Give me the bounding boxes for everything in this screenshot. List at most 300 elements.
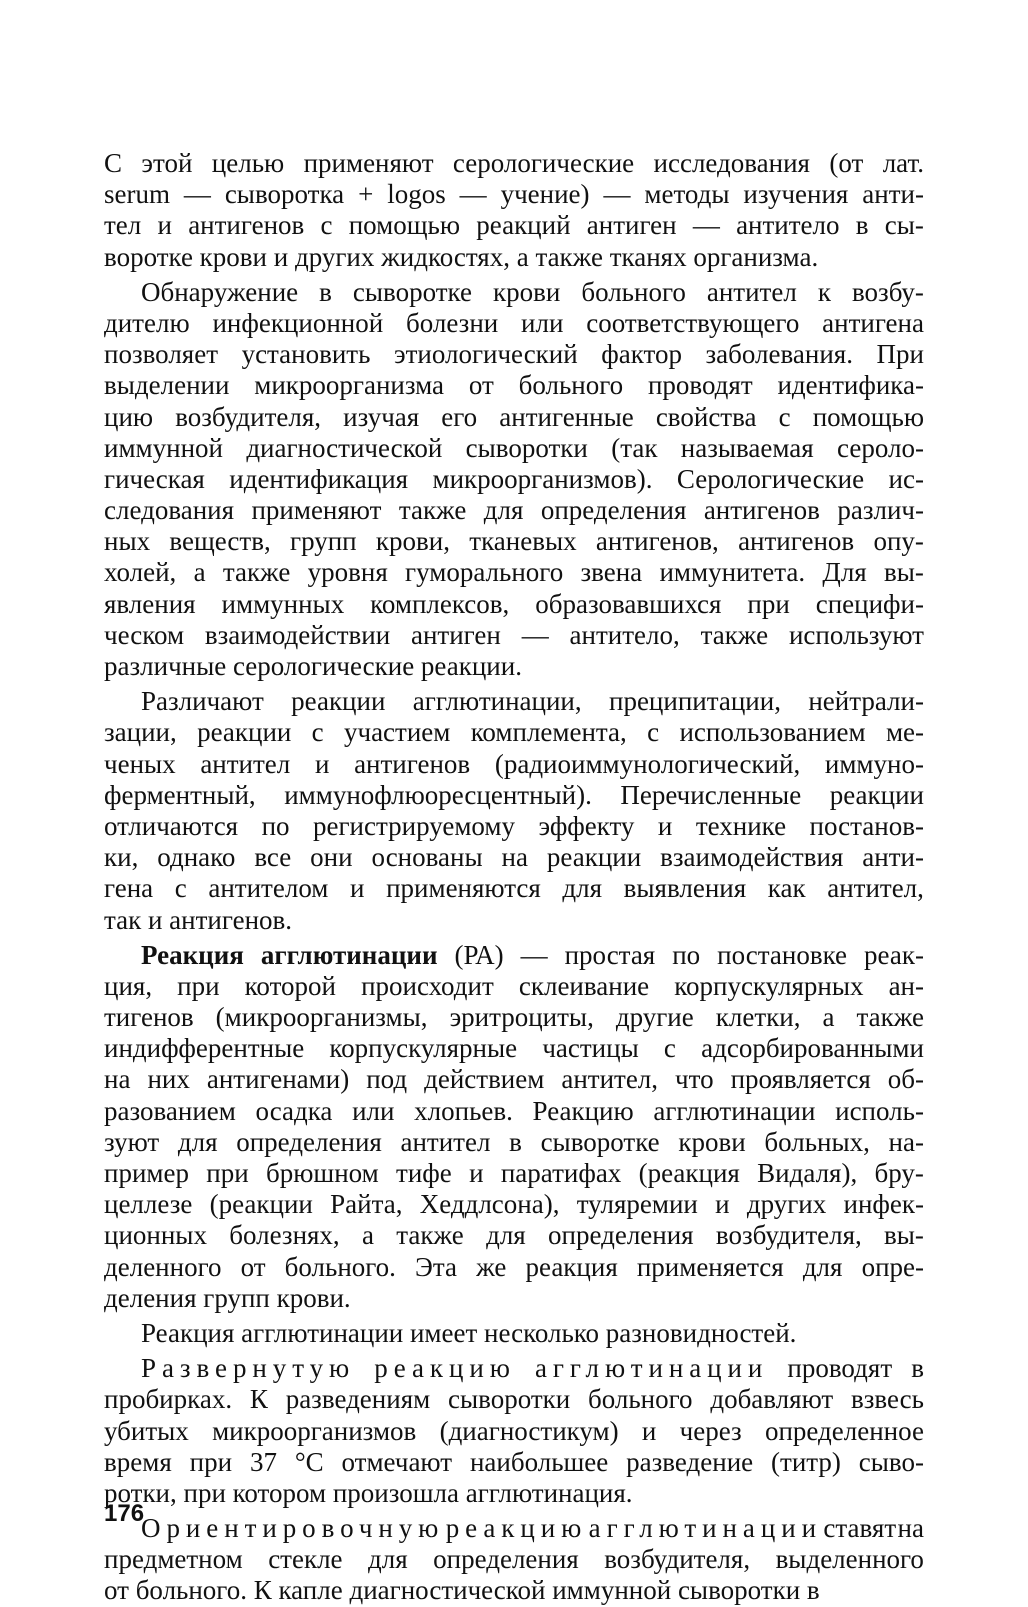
text-line — [104, 811, 924, 842]
word: реакции — [546, 842, 642, 873]
word: с — [320, 210, 333, 241]
word: различ- — [837, 495, 924, 526]
word: корпускулярные — [329, 1033, 518, 1064]
word: убитых — [104, 1415, 189, 1446]
word: реакции — [829, 779, 924, 810]
word: возбудителя, — [175, 401, 322, 432]
word: методы — [644, 179, 730, 210]
word: иммунной — [104, 432, 223, 463]
word: изучения — [743, 179, 849, 210]
text-line — [104, 905, 924, 936]
word: Райта, — [330, 1189, 403, 1220]
word: действием — [424, 1064, 545, 1095]
word: Для — [822, 557, 867, 588]
text-line — [104, 557, 924, 588]
word: гическая — [104, 463, 205, 494]
word: реак- — [864, 939, 924, 970]
word: выявления — [623, 873, 747, 904]
word: антигенные — [499, 401, 634, 432]
word: антител, — [561, 1064, 659, 1095]
word: к — [817, 276, 831, 307]
word: проявляется — [730, 1064, 871, 1095]
text-line — [104, 1478, 924, 1509]
spaced-term: реакцию — [374, 1353, 516, 1384]
word: постанов- — [809, 810, 924, 841]
text-line — [104, 1220, 924, 1251]
word: учение) — [500, 179, 590, 210]
word: хлопьев. — [414, 1095, 513, 1126]
word: определения — [433, 1544, 579, 1575]
word: (от — [829, 148, 864, 178]
word: на — [897, 1513, 924, 1544]
word: при — [747, 588, 790, 619]
word: вы- — [884, 1220, 924, 1251]
text-line — [104, 1544, 924, 1575]
word: дителю — [104, 307, 190, 338]
word: веществ, — [169, 526, 271, 557]
word: проводят — [787, 1353, 893, 1384]
word: для — [802, 1251, 843, 1282]
word: туляремии — [576, 1189, 698, 1220]
word: антител — [400, 1126, 491, 1157]
line-text: деления групп крови. — [104, 1282, 351, 1313]
word: с — [778, 401, 791, 432]
word: простая — [564, 939, 656, 970]
word: в — [509, 1126, 522, 1157]
word: (диагностикум) — [439, 1415, 619, 1446]
line-text: воротке крови и других жидкостях, а также тканях организма. — [104, 241, 819, 272]
text-line — [104, 620, 924, 651]
word: зуют — [104, 1126, 160, 1157]
word: разведениям — [285, 1384, 431, 1415]
word: частицы — [542, 1033, 639, 1064]
word: в — [855, 210, 869, 241]
word: стекле — [268, 1544, 343, 1575]
line-text: так и антигенов. — [104, 904, 293, 935]
text-line — [104, 433, 924, 464]
text-line — [104, 495, 924, 526]
text-line — [104, 1002, 924, 1033]
paragraph — [104, 1318, 924, 1349]
word: антиген — [411, 619, 501, 650]
text-line — [104, 1096, 924, 1127]
word: антигенов — [738, 526, 855, 557]
word: также — [700, 619, 769, 650]
word: отмечают — [341, 1446, 453, 1477]
word: на- — [888, 1126, 924, 1157]
word: ме- — [885, 717, 924, 748]
word: лат. — [882, 148, 924, 178]
word: также — [398, 495, 467, 526]
spaced-term: агглютинации — [588, 1513, 823, 1544]
word: участием — [343, 717, 451, 748]
word: серологические — [452, 148, 635, 178]
word: возбу- — [851, 276, 924, 307]
word: тканевых — [469, 526, 577, 557]
line-words — [141, 1353, 924, 1384]
word: антител, — [827, 873, 924, 904]
spaced-term: агглютинации — [534, 1353, 769, 1384]
word: ис- — [888, 463, 924, 494]
word: уровня — [307, 557, 388, 588]
word: они — [310, 842, 353, 873]
word: анти- — [862, 179, 924, 210]
word: бру- — [874, 1158, 924, 1188]
word: диагностической — [246, 432, 443, 463]
line-text: Реакция агглютинации имеет несколько разновидностей. — [141, 1317, 797, 1348]
word: также — [222, 557, 291, 588]
word: реакция — [525, 1251, 618, 1282]
text-line — [104, 242, 924, 273]
line-text: различные серологические реакции. — [104, 651, 522, 681]
text-line — [104, 1318, 924, 1349]
word: проводят — [647, 370, 753, 401]
word: взаимодействии — [204, 619, 391, 650]
word: антител — [706, 276, 797, 307]
word: целью — [211, 148, 285, 178]
word: с — [311, 717, 324, 748]
text-line — [104, 1384, 924, 1415]
word: под — [366, 1064, 408, 1095]
text-line — [104, 370, 924, 401]
paragraph — [104, 940, 924, 1314]
word: Видаля), — [757, 1158, 858, 1188]
text-line — [104, 1283, 924, 1314]
word: взвесь — [850, 1384, 924, 1415]
word: крови, — [375, 526, 450, 557]
word: (РА) — [454, 939, 504, 970]
word: установить — [241, 339, 371, 370]
word: определения — [540, 495, 687, 526]
word: ферментный, — [104, 779, 256, 810]
text-line — [104, 1127, 924, 1158]
text-line — [104, 873, 924, 904]
word: эффекту — [538, 810, 635, 841]
word: происходит — [361, 970, 494, 1001]
word: + — [358, 179, 374, 210]
word: возбудителя, — [715, 1220, 862, 1251]
word: больного — [581, 276, 686, 307]
word: Эта — [415, 1251, 457, 1282]
word: другие — [615, 1002, 694, 1033]
word: же — [476, 1251, 507, 1282]
word: индифферентные — [104, 1033, 305, 1064]
word: других — [746, 1189, 827, 1220]
word: помощью — [348, 210, 461, 241]
word: а — [361, 1220, 374, 1251]
paragraph — [104, 277, 924, 682]
word: С — [104, 148, 123, 178]
word: антитело, — [569, 619, 680, 650]
word: цию — [104, 401, 154, 432]
word: сы- — [884, 210, 924, 241]
word: Хеддлсона), — [419, 1189, 560, 1220]
text-line — [104, 1447, 924, 1478]
line-text: ротки, при котором произошла агглютинация. — [104, 1477, 633, 1508]
word: — — [521, 619, 549, 650]
word: паратифах — [500, 1158, 622, 1188]
word: соответствующего — [586, 307, 800, 338]
word: пробирках. — [104, 1384, 233, 1415]
word: выделенного — [775, 1544, 924, 1575]
bold-term: агглютинации — [260, 939, 438, 970]
word: больного — [518, 370, 624, 401]
spaced-term: реакцию — [445, 1513, 588, 1544]
text-line — [104, 686, 924, 717]
word: (титр) — [771, 1446, 841, 1477]
spaced-term: Ориентировочную — [141, 1513, 445, 1544]
word: от — [468, 370, 494, 401]
word: гуморального — [405, 557, 564, 588]
line-text: от больного. К капле диагностической иммунной сыворотки в — [104, 1575, 820, 1606]
word: применяют — [303, 148, 434, 178]
word: через — [679, 1415, 742, 1446]
word: использованием — [679, 717, 866, 748]
word: групп — [290, 526, 357, 557]
word: а — [193, 557, 206, 588]
word: Различают — [141, 686, 264, 717]
word: сероло- — [837, 432, 924, 463]
word: инфекционной — [212, 307, 384, 338]
word: вы- — [884, 557, 924, 588]
word: ки, — [104, 842, 139, 873]
word: исследования — [653, 148, 810, 178]
word: время — [104, 1446, 172, 1477]
text-line — [104, 1353, 924, 1384]
word: отличаются — [104, 810, 239, 841]
word: идентификация — [229, 463, 409, 494]
word: и — [715, 1189, 730, 1220]
word: гена — [104, 873, 154, 904]
text-line — [104, 940, 924, 971]
word: болезни — [406, 307, 499, 338]
word: разведение — [626, 1446, 754, 1477]
word: К — [249, 1384, 268, 1415]
word: logos — [387, 179, 446, 210]
bold-term: Реакция — [141, 939, 244, 970]
word: с — [174, 873, 187, 904]
word: (микроорганизмы, — [215, 1002, 428, 1033]
page-number: 176 — [104, 1500, 145, 1527]
word: при — [189, 1446, 233, 1477]
text-line — [104, 464, 924, 495]
text-line — [104, 842, 924, 873]
line-words — [141, 940, 924, 971]
word: эритроциты, — [449, 1002, 594, 1033]
word: для — [368, 1544, 408, 1575]
word: постановке — [717, 939, 848, 970]
text-line — [104, 339, 924, 370]
word: применяют — [251, 495, 382, 526]
word: ционных — [104, 1220, 207, 1251]
word: основаны — [371, 842, 483, 873]
paragraph — [104, 148, 924, 273]
word: определения — [548, 1220, 694, 1251]
word: предметном — [104, 1544, 243, 1575]
word: в — [319, 276, 332, 307]
word: с — [647, 717, 660, 748]
word: — — [459, 179, 487, 210]
word: реакции — [291, 686, 386, 717]
word: осадка — [255, 1095, 333, 1126]
word: определенное — [764, 1415, 924, 1446]
text-line — [104, 1416, 924, 1447]
word: адсорбированными — [701, 1033, 924, 1064]
word: на — [501, 842, 528, 873]
word: для — [177, 1126, 218, 1157]
word: зации, — [104, 717, 177, 748]
word: этиологический — [393, 339, 578, 370]
word: опу- — [873, 526, 924, 557]
word: больного — [588, 1384, 693, 1415]
word: склеивание — [518, 970, 650, 1001]
paragraph — [104, 1513, 924, 1607]
word: тифе — [396, 1158, 452, 1188]
spaced-term: Развернутую — [141, 1353, 356, 1384]
text-line — [104, 780, 924, 811]
word: регистрируемому — [313, 810, 515, 841]
word: — — [183, 179, 211, 210]
word: для — [486, 1220, 526, 1251]
word: по — [672, 939, 701, 970]
word: звена — [580, 557, 643, 588]
word: сыворотке — [352, 276, 472, 307]
word: тел — [104, 210, 142, 241]
text-line — [104, 210, 924, 241]
word: сыворотке — [540, 1126, 660, 1157]
word: возбудителя, — [604, 1544, 751, 1575]
word: больных, — [764, 1126, 870, 1157]
word: болезнях, — [229, 1220, 340, 1251]
word: крови — [492, 276, 561, 307]
word: технике — [695, 810, 787, 841]
word: опре- — [861, 1251, 924, 1282]
word: комплемента, — [470, 717, 627, 748]
word: а — [822, 1002, 835, 1033]
word: клетки, — [715, 1002, 801, 1033]
word: которой — [244, 970, 336, 1001]
word: исполь- — [835, 1095, 924, 1126]
word: определения — [236, 1126, 382, 1157]
word: фактор — [601, 339, 682, 370]
word: явления — [104, 588, 196, 619]
word: антигенами) — [206, 1064, 350, 1095]
word: тигенов — [104, 1002, 194, 1033]
word: микроорганизмов). — [432, 463, 653, 494]
word: все — [254, 842, 292, 873]
text-line — [104, 148, 924, 179]
paragraph — [104, 1353, 924, 1509]
word: При — [876, 339, 924, 370]
paragraph — [104, 686, 924, 936]
word: сыворотки — [465, 432, 588, 463]
word: (реакция — [638, 1158, 740, 1188]
word: наибольшее — [469, 1446, 609, 1477]
word: агглютинации — [653, 1095, 816, 1126]
text-line — [104, 971, 924, 1002]
line-words — [141, 1513, 924, 1544]
text-line — [104, 1158, 924, 1189]
word: взаимодействия — [660, 842, 844, 873]
word: антител — [200, 748, 291, 779]
word: °С — [294, 1446, 324, 1477]
text-line — [104, 402, 924, 433]
text-line — [104, 308, 924, 339]
word: антиген — [586, 210, 677, 241]
word: добавляют — [710, 1384, 834, 1415]
word: что — [675, 1064, 714, 1095]
word: с — [663, 1033, 676, 1064]
word: и — [657, 810, 673, 841]
word: — — [692, 210, 720, 241]
word: serum — [104, 179, 170, 210]
text-line — [104, 1575, 924, 1606]
word: или — [521, 307, 564, 338]
word: антигена — [822, 307, 924, 338]
word: Перечисленные — [620, 779, 802, 810]
word: больного. — [284, 1251, 396, 1282]
word: инфек- — [843, 1189, 924, 1220]
word: позволяет — [104, 339, 218, 370]
word: и — [350, 873, 365, 904]
word: антигенов — [703, 495, 820, 526]
word: иммуно- — [824, 748, 924, 779]
word: этой — [141, 148, 193, 178]
word: антигенов, — [595, 526, 719, 557]
text-line — [104, 1252, 924, 1283]
word: сыво- — [858, 1446, 924, 1477]
word: агглютинации, — [412, 686, 582, 717]
text-line — [104, 589, 924, 620]
word: его — [441, 401, 478, 432]
word: сыворотки — [448, 1384, 571, 1415]
word: ных — [104, 526, 151, 557]
word: разованием — [104, 1095, 236, 1126]
word: применяются — [386, 873, 541, 904]
word: пример — [104, 1158, 189, 1188]
word: свойства — [655, 401, 757, 432]
word: Серологические — [676, 463, 865, 494]
word: антителом — [208, 873, 329, 904]
word: от — [240, 1251, 266, 1282]
word: применяется — [636, 1251, 784, 1282]
word: и — [314, 748, 330, 779]
word: реакции — [197, 717, 292, 748]
word: изучая — [343, 401, 420, 432]
word: микроорганизмов — [212, 1415, 417, 1446]
word: преципитации, — [609, 686, 781, 717]
word: специфи- — [815, 588, 924, 619]
word: или — [352, 1095, 395, 1126]
word: и — [469, 1158, 484, 1188]
word: образовавшихся — [535, 588, 722, 619]
word: 37 — [249, 1446, 277, 1477]
word: целлезе — [104, 1189, 193, 1220]
word: антитело — [736, 210, 840, 241]
word: для — [483, 495, 524, 526]
word: однако — [157, 842, 236, 873]
word: сыворотка — [224, 179, 345, 210]
text-line — [104, 1033, 924, 1064]
word: иммунофлюоресцентный). — [284, 779, 592, 810]
text-line — [104, 1064, 924, 1095]
text-line — [104, 717, 924, 748]
text-line — [104, 749, 924, 780]
word: используют — [788, 619, 924, 650]
word: иммунных — [221, 588, 345, 619]
word: иммунитета. — [659, 557, 806, 588]
word: ченых — [104, 748, 176, 779]
